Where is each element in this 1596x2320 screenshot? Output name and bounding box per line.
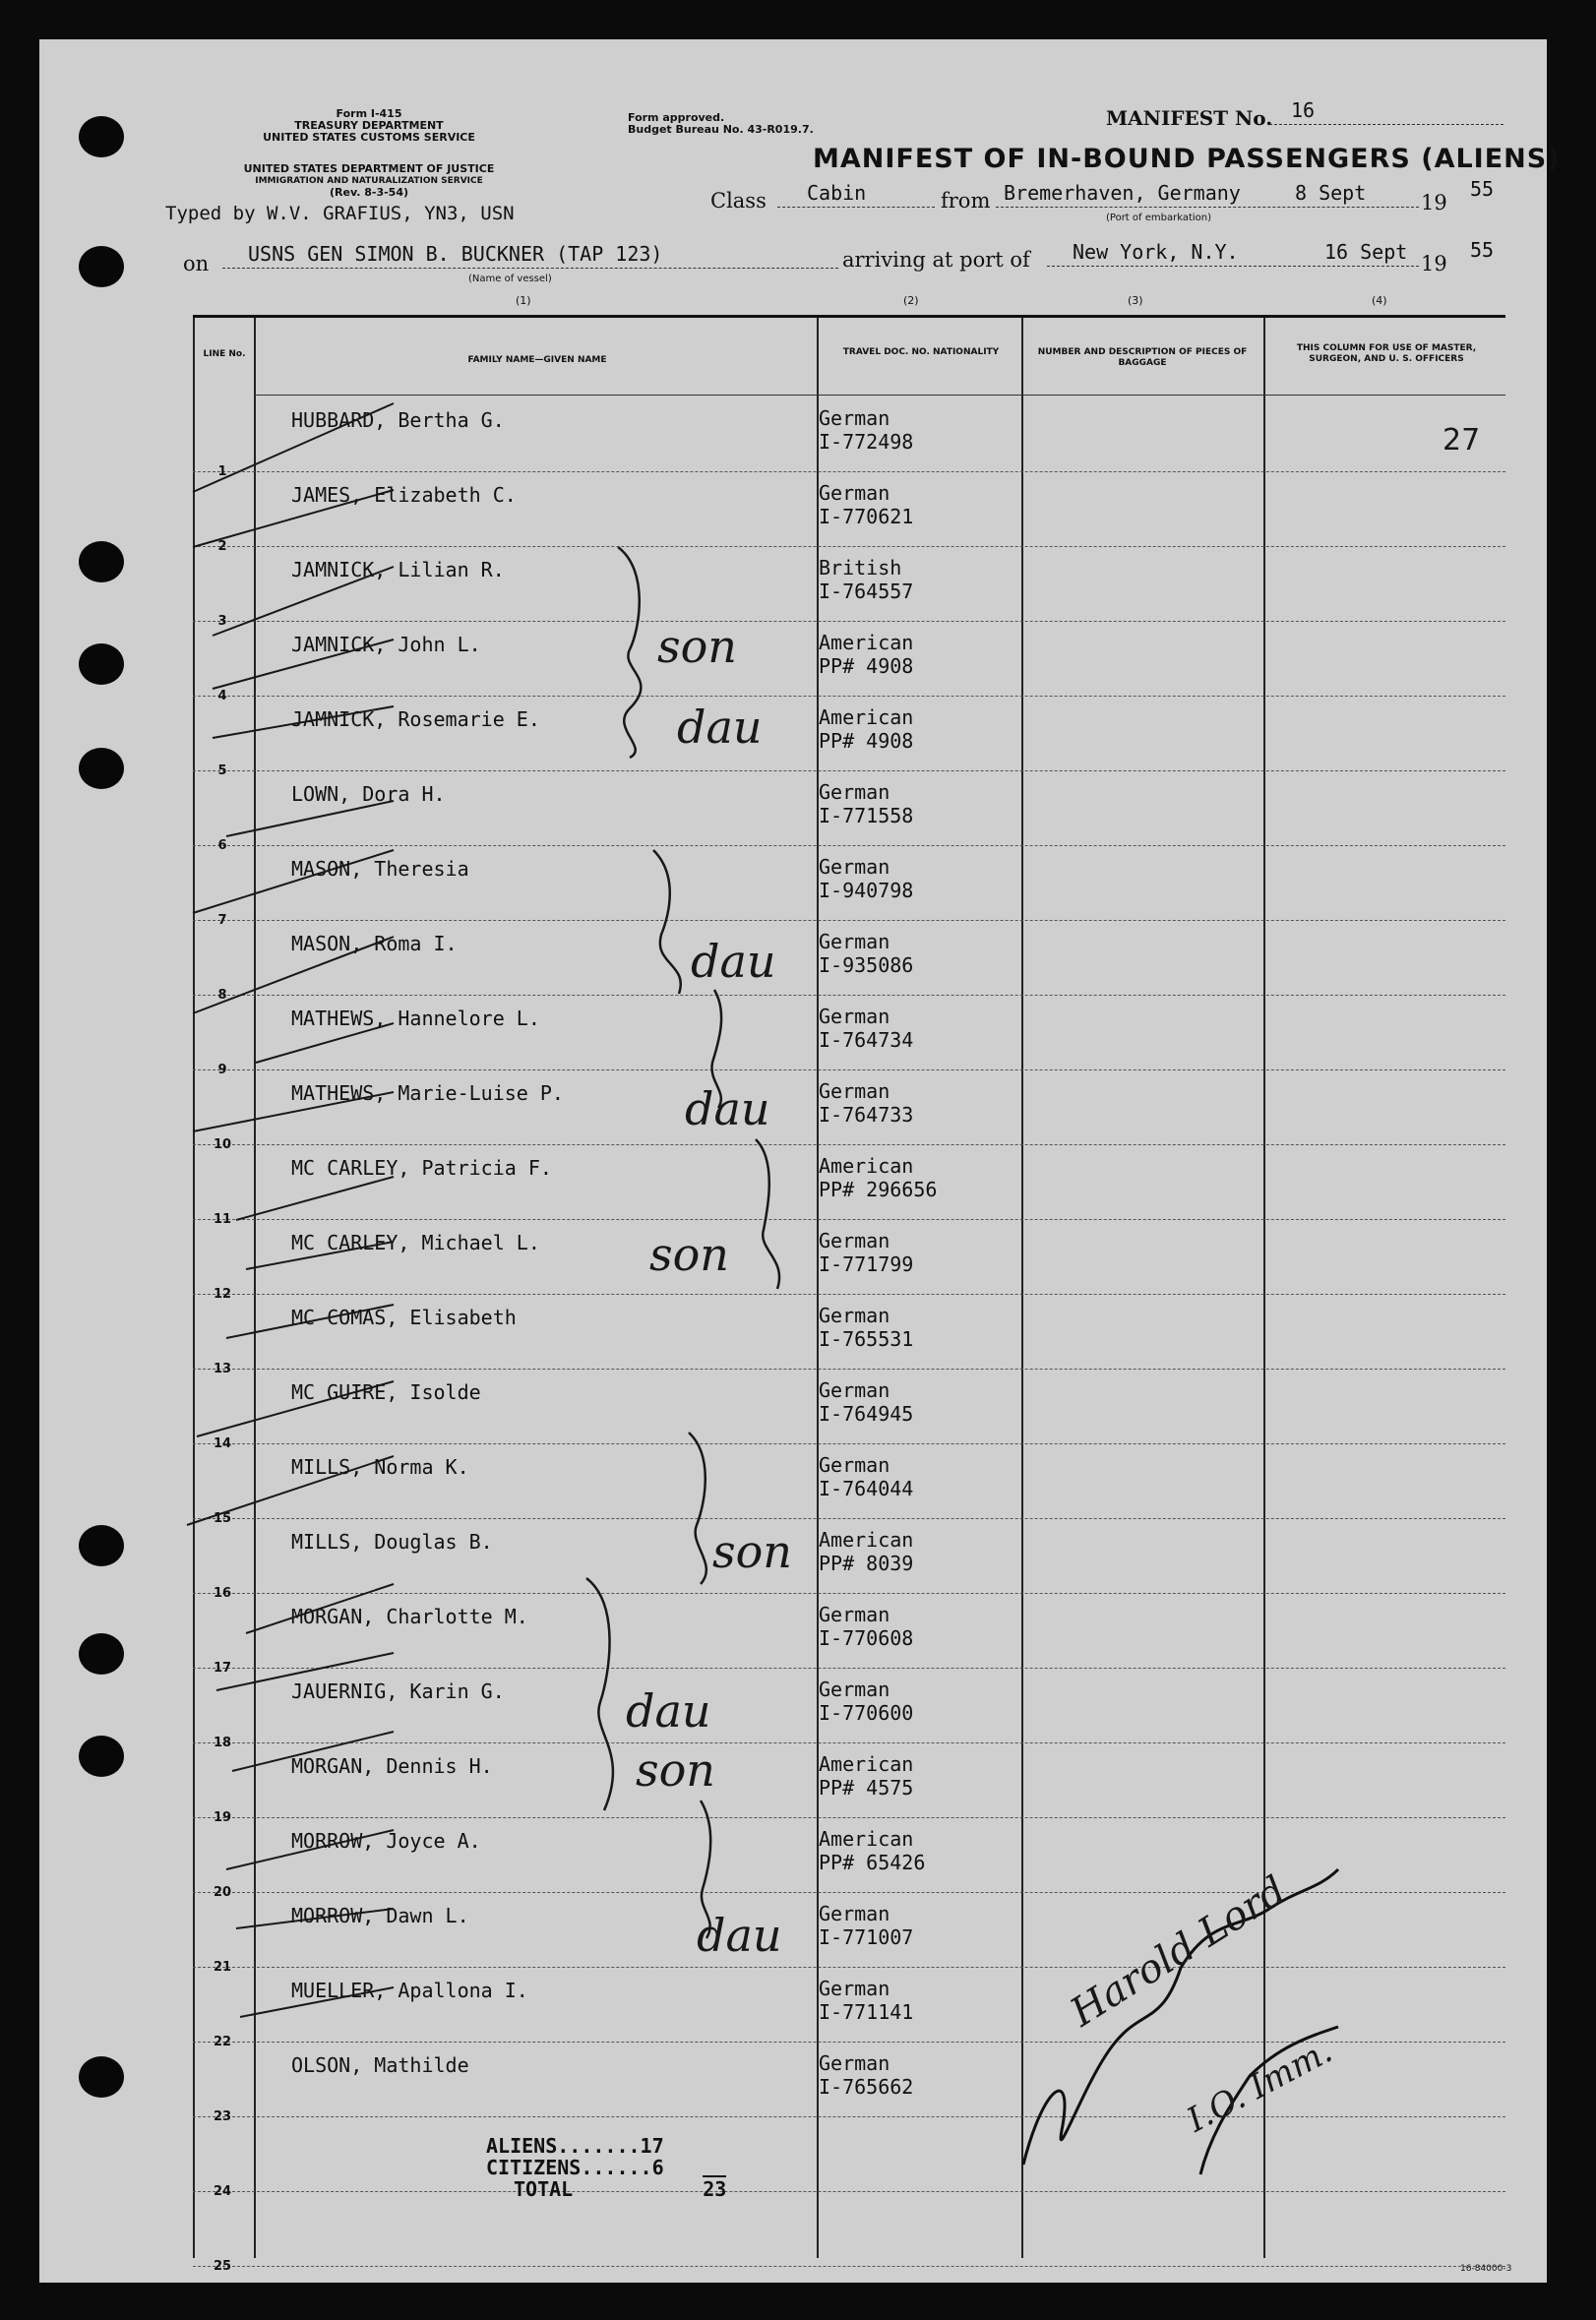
- manifest-no-value: 16: [1291, 98, 1316, 122]
- line-number: 8: [217, 988, 227, 1003]
- departure-year: 55: [1470, 177, 1495, 201]
- travel-doc-no: I-771141: [819, 2000, 914, 2024]
- line-number: 20: [213, 1885, 232, 1900]
- passenger-name: MC CARLEY, Michael L.: [291, 1231, 540, 1254]
- arrival-port: New York, N.Y.: [1073, 240, 1239, 264]
- passenger-name: MATHEWS, Hannelore L.: [291, 1007, 540, 1030]
- line-no-header: LINE No.: [203, 349, 246, 359]
- nationality: German: [819, 1378, 890, 1402]
- nationality: German: [819, 1005, 890, 1028]
- line-number: 12: [213, 1287, 232, 1302]
- nationality: German: [819, 2051, 890, 2075]
- column-number-1: (1): [516, 294, 531, 307]
- travel-doc-no: PP# 65426: [819, 1851, 926, 1874]
- form-approved: Form approved.: [628, 111, 725, 124]
- from-label: from: [941, 189, 991, 213]
- vessel-caption: (Name of vessel): [468, 274, 552, 284]
- travel-doc-no: I-764945: [819, 1402, 914, 1426]
- travel-doc-no: I-765662: [819, 2075, 914, 2099]
- travel-doc-no: I-764557: [819, 580, 914, 603]
- baggage-header: NUMBER AND DESCRIPTION OF PIECES OF BAGGAGE: [1037, 347, 1248, 368]
- port-of-embarkation: Bremerhaven, Germany: [1004, 181, 1241, 205]
- form-code: 16-84000-3: [1460, 2264, 1512, 2274]
- travel-doc-no: I-935086: [819, 953, 914, 977]
- line-number: 22: [213, 2035, 232, 2049]
- travel-doc-no: I-771558: [819, 804, 914, 827]
- line-number: 18: [213, 1736, 232, 1750]
- customs-service: UNITED STATES CUSTOMS SERVICE: [263, 131, 475, 144]
- inspector-signature: Harold Lord: [1063, 1867, 1295, 2037]
- nationality: British: [819, 556, 902, 580]
- nationality: German: [819, 1304, 890, 1327]
- total-label: TOTAL: [514, 2177, 574, 2201]
- passenger-name: MILLS, Douglas B.: [291, 1530, 493, 1554]
- nationality: German: [819, 930, 890, 953]
- passenger-name: LOWN, Dora H.: [291, 782, 446, 806]
- arriving-label: arriving at port of: [842, 248, 1030, 272]
- nationality: American: [819, 1752, 914, 1776]
- nationality: American: [819, 1827, 914, 1851]
- nationality: American: [819, 631, 914, 654]
- aliens-label: ALIENS.......: [486, 2134, 641, 2158]
- nationality: German: [819, 855, 890, 879]
- line-number: 11: [213, 1212, 232, 1227]
- ins-service: IMMIGRATION AND NATURALIZATION SERVICE: [255, 176, 483, 186]
- travel-doc-no: I-772498: [819, 430, 914, 454]
- line-number: 9: [217, 1063, 227, 1077]
- justice-dept: UNITED STATES DEPARTMENT OF JUSTICE: [243, 162, 495, 175]
- passenger-name: MORROW, Joyce A.: [291, 1829, 481, 1853]
- nationality: German: [819, 481, 890, 505]
- arrival-date: 16 Sept: [1324, 240, 1408, 264]
- passenger-name: MILLS, Norma K.: [291, 1455, 469, 1479]
- aliens-count: 17: [640, 2134, 664, 2158]
- travel-doc-no: PP# 4908: [819, 654, 914, 678]
- year-label: 19: [1421, 191, 1447, 214]
- line-number: 10: [213, 1137, 232, 1152]
- officers-header: THIS COLUMN FOR USE OF MASTER, SURGEON, AND U. S. OFFICERS: [1296, 343, 1477, 364]
- typed-by: Typed by W.V. GRAFIUS, YN3, USN: [165, 203, 515, 224]
- arrival-year-label: 19: [1421, 252, 1447, 275]
- nationality: German: [819, 1902, 890, 1925]
- passenger-name: MUELLER, Apallona I.: [291, 1979, 528, 2002]
- port-embark-caption: (Port of embarkation): [1106, 213, 1212, 223]
- passenger-name: HUBBARD, Bertha G.: [291, 408, 505, 432]
- travel-doc-no: I-771007: [819, 1925, 914, 1949]
- travel-doc-no: PP# 8039: [819, 1552, 914, 1575]
- passenger-name: MASON, Theresia: [291, 857, 469, 881]
- manifest-title: MANIFEST OF IN-BOUND PASSENGERS (ALIENS): [813, 144, 1561, 174]
- nationality: German: [819, 1229, 890, 1252]
- on-label: on: [183, 252, 210, 275]
- line-number: 16: [213, 1586, 232, 1601]
- annotation-dau: dau: [691, 935, 776, 988]
- line-number: 6: [217, 838, 227, 853]
- total-count: 23: [703, 2177, 727, 2201]
- travel-doc-no: PP# 4575: [819, 1776, 914, 1800]
- travel-doc-no: I-940798: [819, 879, 914, 902]
- nationality: German: [819, 1603, 890, 1626]
- passenger-name: JAMNICK, Lilian R.: [291, 558, 505, 581]
- passenger-name: JAMNICK, Rosemarie E.: [291, 707, 540, 731]
- citizens-count: 6: [651, 2156, 664, 2179]
- nationality: American: [819, 1528, 914, 1552]
- travel-doc-no: PP# 4908: [819, 729, 914, 753]
- passenger-name: MC CARLEY, Patricia F.: [291, 1156, 552, 1180]
- passenger-name: JAUERNIG, Karin G.: [291, 1679, 505, 1703]
- line-number: 5: [217, 763, 227, 778]
- line-number: 25: [213, 2259, 232, 2274]
- annotation-dau: dau: [685, 1082, 770, 1135]
- class-value: Cabin: [807, 181, 867, 205]
- manifest-no-label: MANIFEST No.: [1106, 106, 1273, 130]
- line-number: 15: [213, 1511, 232, 1526]
- class-label: Class: [710, 189, 767, 213]
- column-number-3: (3): [1128, 294, 1143, 307]
- departure-date: 8 Sept: [1295, 181, 1367, 205]
- travel-doc-no: I-770608: [819, 1626, 914, 1650]
- officer-mark: 27: [1443, 423, 1481, 458]
- passenger-name: MORROW, Dawn L.: [291, 1904, 469, 1927]
- line-number: 13: [213, 1362, 232, 1376]
- arrival-year: 55: [1470, 238, 1495, 262]
- column-number-4: (4): [1372, 294, 1387, 307]
- nationality: American: [819, 705, 914, 729]
- nationality: German: [819, 1453, 890, 1477]
- form-number: Form I-415: [336, 107, 402, 120]
- passenger-name: MATHEWS, Marie-Luise P.: [291, 1081, 564, 1105]
- line-number: 21: [213, 1960, 232, 1975]
- travel-doc-no: I-765531: [819, 1327, 914, 1351]
- nationality: German: [819, 780, 890, 804]
- line-number: 14: [213, 1436, 232, 1451]
- passenger-name: MASON, Roma I.: [291, 932, 458, 955]
- vessel-name: USNS GEN SIMON B. BUCKNER (TAP 123): [248, 242, 663, 266]
- treasury-dept: TREASURY DEPARTMENT: [294, 119, 444, 132]
- line-number: 3: [217, 614, 227, 629]
- passenger-name: MC GUIRE, Isolde: [291, 1380, 481, 1404]
- passenger-name: MC COMAS, Elisabeth: [291, 1306, 517, 1329]
- annotation-son: son: [649, 1228, 729, 1281]
- line-number: 24: [213, 2184, 232, 2199]
- travel-doc-no: PP# 296656: [819, 1178, 938, 1201]
- citizens-label: CITIZENS......: [486, 2156, 652, 2179]
- nationality: American: [819, 1154, 914, 1178]
- nationality: German: [819, 1977, 890, 2000]
- annotation-dau: dau: [677, 701, 763, 754]
- inspector-title: I.O. Imm.: [1181, 2031, 1339, 2141]
- annotation-dau: dau: [697, 1909, 782, 1962]
- passenger-name: JAMES, Elizabeth C.: [291, 483, 517, 507]
- budget-bureau-no: Budget Bureau No. 43-R019.7.: [628, 123, 814, 136]
- travel-doc-no: I-770621: [819, 505, 914, 528]
- travel-doc-no: I-764733: [819, 1103, 914, 1127]
- name-header: FAMILY NAME—GIVEN NAME: [467, 355, 607, 365]
- annotation-son: son: [657, 620, 737, 673]
- passenger-name: JAMNICK, John L.: [291, 633, 481, 656]
- annotation-son: son: [712, 1525, 792, 1578]
- passenger-name: MORGAN, Dennis H.: [291, 1754, 493, 1778]
- line-number: 17: [213, 1661, 232, 1676]
- line-number: 19: [213, 1810, 232, 1825]
- annotation-dau: dau: [626, 1684, 711, 1738]
- line-number: 4: [217, 689, 227, 703]
- nationality: German: [819, 1678, 890, 1701]
- travel-doc-no: I-771799: [819, 1252, 914, 1276]
- passenger-name: OLSON, Mathilde: [291, 2053, 469, 2077]
- doc-header: TRAVEL DOC. NO. NATIONALITY: [842, 347, 1000, 357]
- line-number: 23: [213, 2109, 232, 2124]
- nationality: German: [819, 1079, 890, 1103]
- annotation-son: son: [636, 1743, 715, 1797]
- line-number: 2: [217, 539, 227, 554]
- nationality: German: [819, 406, 890, 430]
- travel-doc-no: I-764044: [819, 1477, 914, 1500]
- travel-doc-no: I-764734: [819, 1028, 914, 1052]
- passenger-name: MORGAN, Charlotte M.: [291, 1605, 528, 1628]
- travel-doc-no: I-770600: [819, 1701, 914, 1725]
- line-number: 7: [217, 913, 227, 928]
- line-number: 1: [217, 464, 227, 479]
- column-number-2: (2): [903, 294, 919, 307]
- revision-date: (Rev. 8-3-54): [329, 186, 408, 199]
